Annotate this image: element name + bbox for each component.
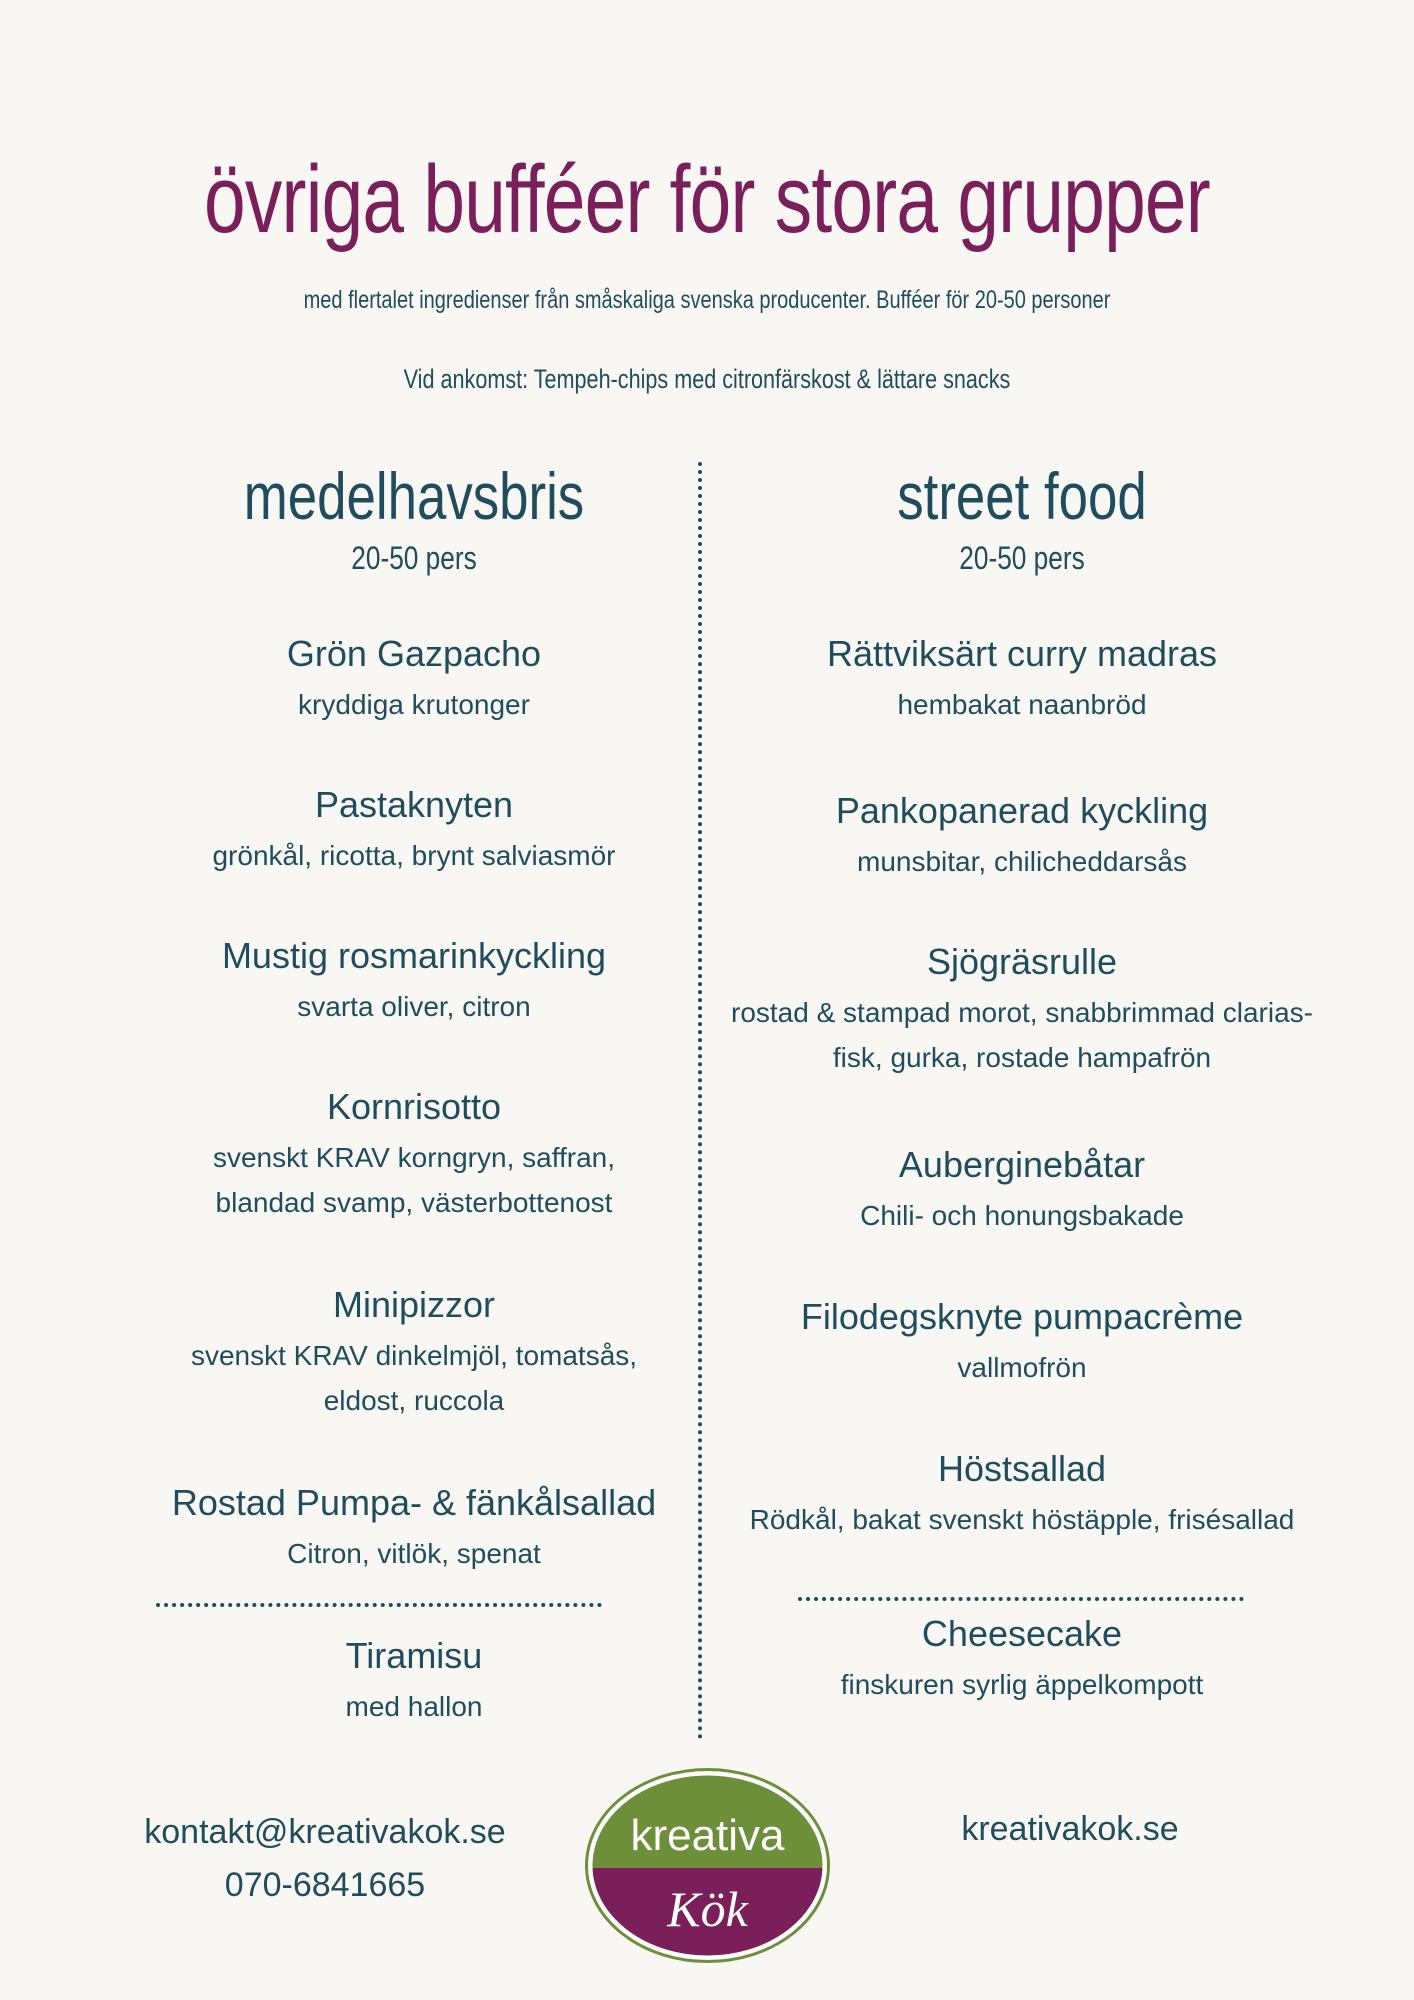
menu-item: [702, 940, 1342, 1080]
dish-name: Auberginebåtar: [898, 1144, 1146, 1185]
dish-description: svenskt KRAV dinkelmjöl, tomatsås, eldost, ruccola: [190, 1340, 638, 1416]
menu-item: [94, 934, 734, 1029]
page-title: övriga bufféer för stora grupper: [204, 146, 1210, 253]
dish-description: svenskt KRAV korngryn, saffran, blandad svamp, västerbottenost: [212, 1142, 616, 1218]
menu-item: [94, 1085, 734, 1225]
dish-name: Pastaknyten: [314, 784, 514, 825]
dish-name: Rättviksärt curry madras: [826, 633, 1218, 674]
kreativa-kok-logo: [585, 1768, 830, 1963]
dish-description: kryddiga krutonger: [298, 689, 530, 720]
dessert-description: finskuren syrlig äppelkompott: [840, 1669, 1204, 1700]
dessert-divider: [798, 1597, 1244, 1601]
logo-text-top: kreativa: [630, 1811, 785, 1860]
dish-description: Chili- och honungsbakade: [860, 1200, 1184, 1231]
dessert-name: Tiramisu: [345, 1635, 483, 1676]
dessert-item: [94, 1634, 734, 1729]
dish-name: Höstsallad: [937, 1448, 1107, 1489]
dessert-description: med hallon: [345, 1691, 483, 1722]
dish-description: svarta oliver, citron: [297, 991, 531, 1022]
menu-item: [702, 1295, 1342, 1390]
menu-item: [702, 1143, 1342, 1238]
menu-item: [702, 789, 1342, 884]
dessert-item: [702, 1612, 1342, 1707]
dish-name: Rostad Pumpa- & fänkålsallad: [171, 1482, 657, 1523]
contact-email[interactable]: kontakt@kreativakok.se: [144, 1813, 506, 1851]
arrival-note: Vid ankomst: Tempeh-chips med citronfärskost & lättare snacks: [403, 364, 1011, 394]
page-subtitle: med flertalet ingredienser från småskaliga svenska producenter. Bufféer för 20-50 personer: [303, 286, 1111, 314]
dish-description: grönkål, ricotta, brynt salviasmör: [212, 840, 616, 871]
menu-item: [94, 1481, 734, 1576]
dish-name: Pankopanerad kyckling: [835, 790, 1209, 831]
dish-name: Kornrisotto: [326, 1086, 502, 1127]
menu-item: [94, 1283, 734, 1423]
dish-name: Minipizzor: [332, 1284, 496, 1325]
menu-item: [94, 783, 734, 878]
menu-item: [702, 1447, 1342, 1542]
column-persons: 20-50 pers: [351, 540, 477, 576]
dish-description: rostad & stampad morot, snabbrimmad clarias-fisk, gurka, rostade hampafrön: [731, 997, 1313, 1073]
website-link[interactable]: kreativakok.se: [961, 1810, 1179, 1848]
dish-name: Sjögräsrulle: [926, 941, 1118, 982]
dish-description: munsbitar, chilicheddarsås: [857, 846, 1187, 877]
dish-description: Citron, vitlök, spenat: [287, 1538, 541, 1569]
column-title: street food: [897, 459, 1147, 533]
menu-item: [702, 632, 1342, 727]
dessert-name: Cheesecake: [921, 1613, 1123, 1654]
column-persons: 20-50 pers: [959, 540, 1085, 576]
logo-text-bottom: Kök: [667, 1881, 748, 1937]
dish-name: Filodegsknyte pumpacrème: [800, 1296, 1244, 1337]
dish-name: Grön Gazpacho: [286, 633, 542, 674]
dish-description: Rödkål, bakat svenskt höstäpple, frisésallad: [749, 1504, 1295, 1535]
column-title: medelhavsbris: [243, 459, 585, 533]
dish-name: Mustig rosmarinkyckling: [221, 935, 607, 976]
menu-item: [94, 632, 734, 727]
contact-phone[interactable]: 070-6841665: [224, 1866, 426, 1904]
contact-block: [120, 1806, 530, 1912]
dish-description: vallmofrön: [957, 1352, 1087, 1383]
dish-description: hembakat naanbröd: [897, 689, 1147, 720]
dessert-divider: [156, 1603, 602, 1607]
